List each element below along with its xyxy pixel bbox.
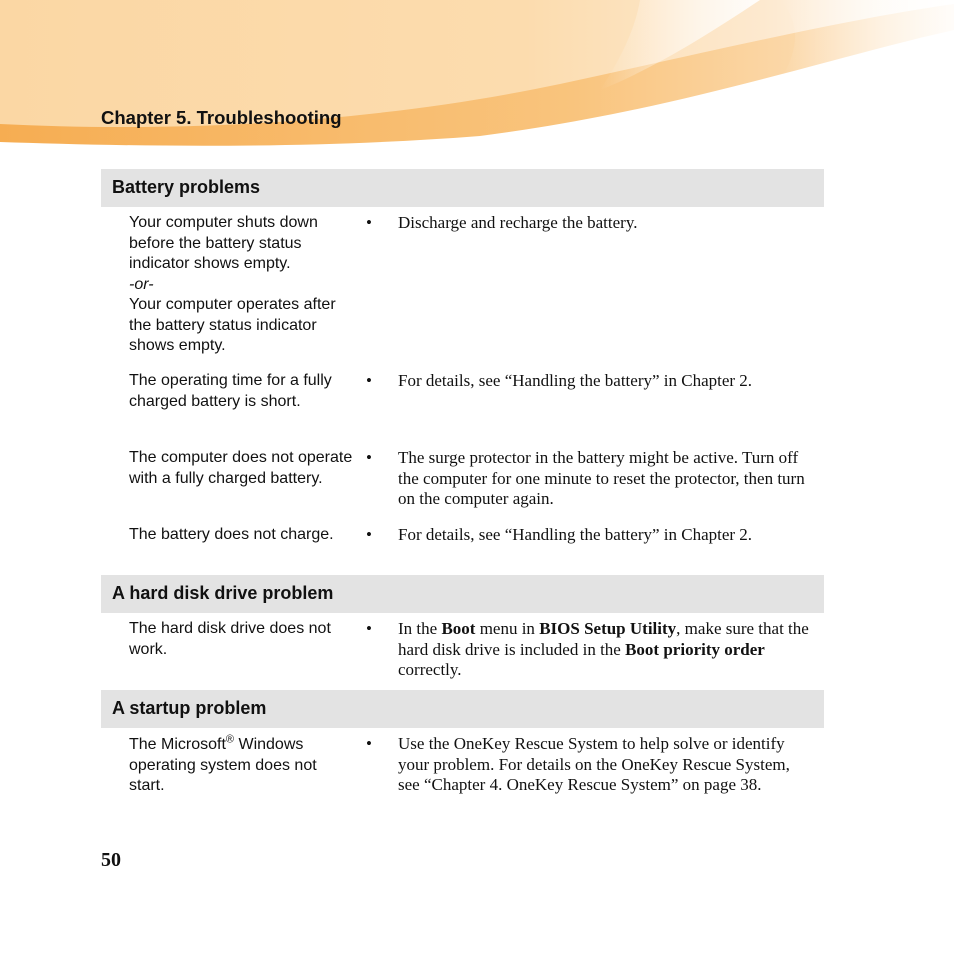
problem-or-separator: -or-	[129, 275, 154, 293]
solution-text: menu in	[475, 619, 540, 638]
problem-text: Your computer operates after the battery status indicator shows empty.	[129, 296, 336, 354]
setting-name-boot-priority: Boot priority order	[625, 639, 765, 659]
bullet-marker: •	[366, 213, 372, 232]
problem-windows-not-start	[129, 735, 354, 797]
problem-battery-not-operate: The computer does not operate with a fully charged battery.	[129, 449, 353, 487]
solution-battery-not-charge: For details, see “Handling the battery” in Chapter 2.	[398, 525, 753, 544]
section-header-hdd: A hard disk drive problem	[101, 575, 824, 613]
page-number: 50	[101, 849, 121, 871]
chapter-title: Chapter 5. Troubleshooting	[101, 107, 342, 128]
problem-text: Your computer shuts down before the battery status indicator shows empty.	[129, 214, 318, 272]
bullet-marker: •	[366, 619, 372, 638]
solution-battery-shutdown: Discharge and recharge the battery.	[398, 213, 638, 232]
problem-hdd-not-work: The hard disk drive does not work.	[129, 620, 331, 658]
solution-text: In the	[398, 619, 442, 638]
menu-name-boot: Boot	[441, 619, 476, 638]
header-banner	[0, 0, 954, 160]
bullet-marker: •	[366, 734, 372, 753]
section-header-startup: A startup problem	[101, 690, 824, 728]
problem-battery-not-charge: The battery does not charge.	[129, 526, 334, 543]
section-header-battery: Battery problems	[101, 169, 824, 207]
utility-name-bios: BIOS Setup Utility	[539, 619, 677, 638]
bullet-marker: •	[366, 371, 372, 390]
solution-battery-not-operate: The surge protector in the battery might be active. Turn off the computer for one minute to reset the protector, then turn on the computer again.	[398, 448, 805, 508]
problem-text: The Microsoft	[129, 736, 226, 753]
bullet-marker: •	[366, 448, 372, 467]
bullet-marker: •	[366, 525, 372, 544]
solution-hdd-not-work	[398, 619, 813, 681]
solution-windows-not-start: Use the OneKey Rescue System to help solve or identify your problem. For details on the OneKey Rescue System, see “Chapter 4. OneKey Rescue System” on page 38.	[398, 734, 790, 794]
problem-battery-short-operating-time: The operating time for a fully charged battery is short.	[129, 372, 332, 410]
solution-text: , make sure that the hard disk drive is included in the	[398, 619, 809, 659]
solution-text: correctly.	[398, 660, 462, 679]
problem-text: Windows operating system does not start.	[129, 736, 317, 794]
registered-mark: ®	[225, 733, 235, 746]
problem-battery-shutdown	[129, 213, 354, 357]
solution-battery-short-operating-time: For details, see “Handling the battery” in Chapter 2.	[398, 371, 753, 390]
